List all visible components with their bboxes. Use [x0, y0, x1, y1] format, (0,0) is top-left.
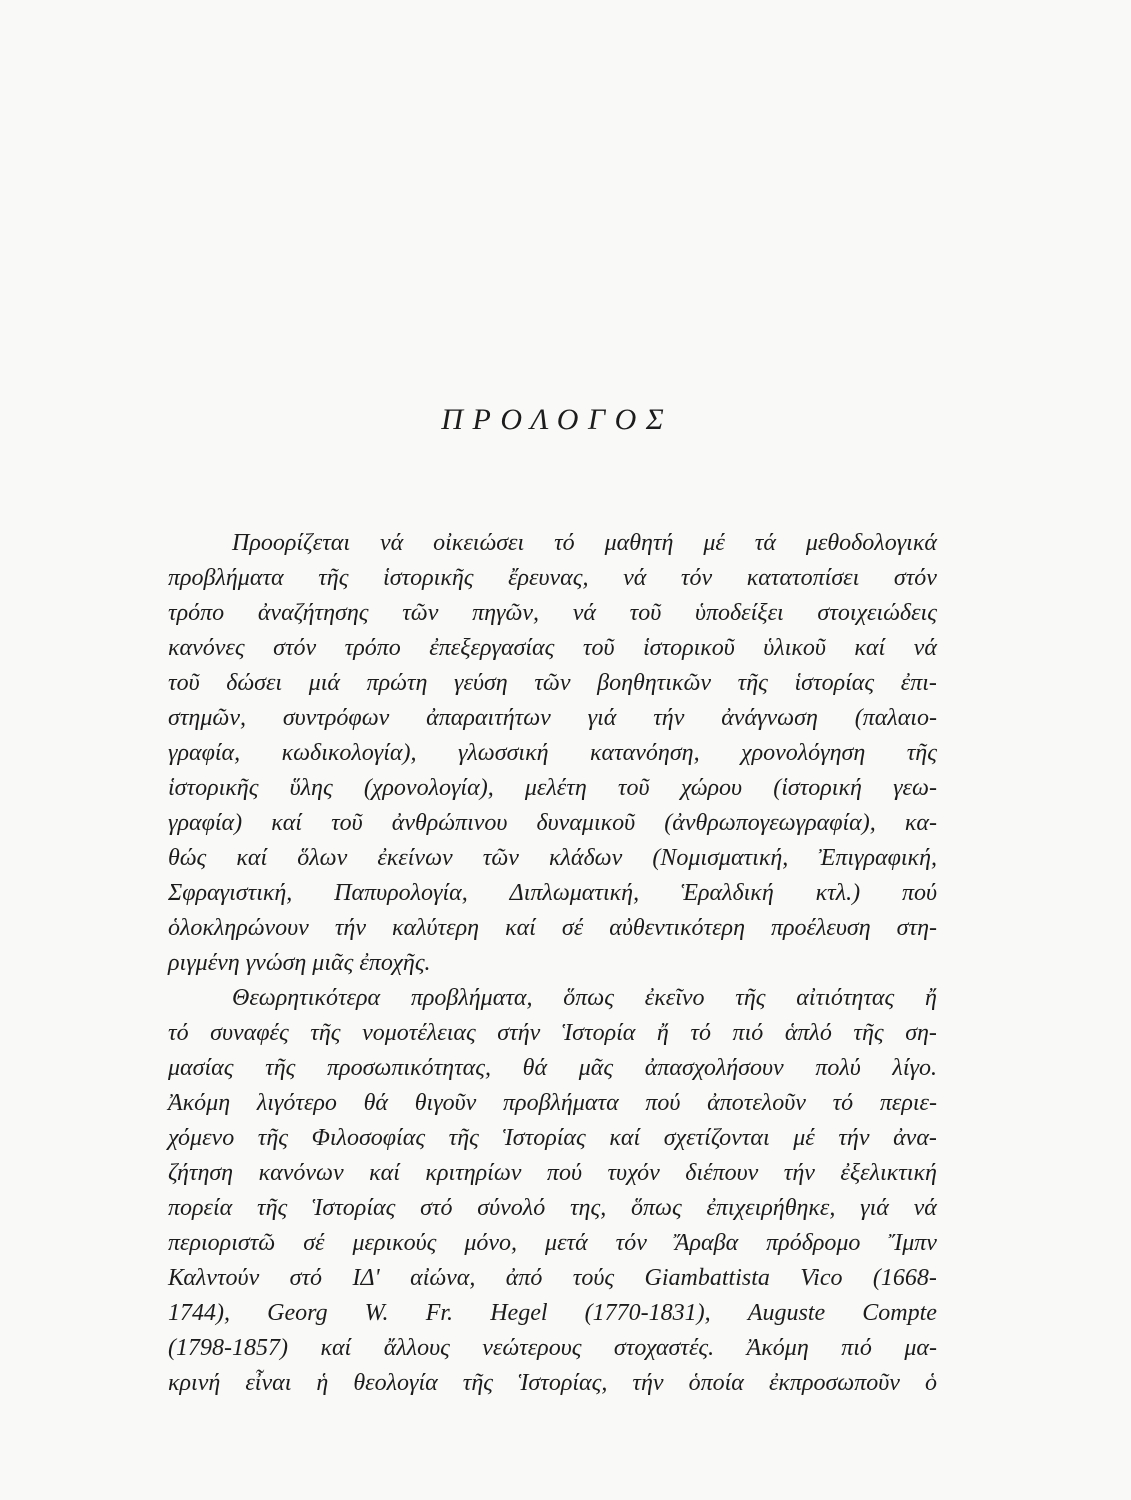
- line-word: (1798-1857): [168, 1335, 288, 1361]
- line-word: ἁπλό: [784, 1020, 832, 1046]
- line-word: τῆς: [257, 1125, 289, 1151]
- line-word: Ἐπιγραφική,: [818, 845, 937, 871]
- line-word: γιά: [587, 705, 617, 731]
- line-word: κατανόηση,: [589, 740, 700, 766]
- line-word: θά: [522, 1055, 548, 1081]
- line-word: γεύση: [454, 670, 508, 696]
- line-word: στοχαστές.: [613, 1335, 715, 1361]
- line-word: ὅπως: [630, 1195, 682, 1221]
- body-line: [168, 981, 937, 1016]
- body-line: [168, 876, 937, 911]
- line-word: μα-: [904, 1335, 937, 1361]
- body-line: [168, 1331, 937, 1366]
- line-word: μιά: [308, 670, 341, 696]
- line-word: Ἑραλδική: [680, 880, 774, 906]
- line-word: καί: [854, 635, 886, 661]
- line-word: (Νομισματική,: [652, 845, 789, 871]
- line-word: προσωπικότητας,: [327, 1055, 491, 1081]
- line-word: Ἱστορίας: [502, 1125, 586, 1151]
- line-word: (1770-1831),: [584, 1300, 711, 1326]
- line-word: αἰτιότητας: [796, 985, 895, 1011]
- line-word: ὅλων: [297, 845, 348, 871]
- line-word: Ἄραβα: [674, 1230, 739, 1256]
- paragraph-1: [168, 526, 937, 981]
- line-word: θιγοῦν: [414, 1090, 477, 1116]
- line-word: Ἱστορίας: [312, 1195, 396, 1221]
- line-word: πού: [546, 1160, 582, 1186]
- line-word: τῆς: [310, 1020, 341, 1046]
- line-word: πρώτη: [366, 670, 428, 696]
- line-word: μέ: [703, 530, 725, 556]
- line-word: γλωσσική: [457, 740, 549, 766]
- line-word: ἀναζήτησης: [257, 600, 369, 626]
- line-word: νά: [913, 635, 937, 661]
- line-word: τῆς: [462, 1370, 494, 1396]
- line-word: ἱστορικῆς: [168, 775, 259, 801]
- line-word: κατατοπίσει: [746, 565, 860, 591]
- line-word: τόν: [680, 565, 713, 591]
- line-word: Θεωρητικότερα: [232, 985, 381, 1011]
- line-word: προέλευση: [771, 915, 871, 941]
- line-word: ἐξελικτική: [840, 1160, 937, 1186]
- line-word: (παλαιο-: [854, 705, 937, 731]
- line-word: τυχόν: [607, 1160, 660, 1186]
- body-line: [168, 631, 937, 666]
- line-word: τρόπο: [344, 635, 401, 661]
- body-line: [168, 771, 937, 806]
- line-word: ὅπως: [563, 985, 614, 1011]
- line-word: χόμενο: [168, 1125, 235, 1151]
- line-word: στημῶν,: [168, 705, 246, 731]
- line-word: Διπλωματική,: [509, 880, 640, 906]
- line-word: τῶν: [402, 600, 439, 626]
- line-word: σέ: [561, 915, 584, 941]
- line-word: προβλήματα: [503, 1090, 619, 1116]
- line-word: κλάδων: [549, 845, 623, 871]
- line-word: ἀπασχολήσουν: [644, 1055, 784, 1081]
- line-word: αἰώνα,: [410, 1265, 476, 1291]
- line-word: τοῦ: [168, 670, 200, 696]
- line-word: νά: [572, 600, 596, 626]
- line-word: (ἱστορική: [773, 775, 862, 801]
- line-word: χρονολόγηση: [741, 740, 866, 766]
- line-word: ἱστορίας: [794, 670, 875, 696]
- line-word: Ἱστορίας,: [518, 1370, 608, 1396]
- line-word: μαθητή: [604, 530, 674, 556]
- line-word: περιε-: [879, 1090, 937, 1116]
- line-word: στό: [420, 1195, 453, 1221]
- line-word: πιό: [732, 1020, 764, 1046]
- line-word: ἱστορικοῦ: [642, 635, 735, 661]
- line-word: Ἱστορία: [561, 1020, 636, 1046]
- line-word: εἶναι: [245, 1370, 292, 1396]
- line-word: ΙΔ': [352, 1265, 380, 1291]
- line-word: Ἀκόμη: [746, 1335, 809, 1361]
- line-word: μέ: [793, 1125, 815, 1151]
- line-word: τά: [754, 530, 776, 556]
- line-word: μεθοδολογικά: [805, 530, 937, 556]
- body-line: [168, 1121, 937, 1156]
- body-line: [168, 1226, 937, 1261]
- line-word: λίγο.: [892, 1055, 937, 1081]
- line-word: ἀνθρώπινου: [391, 810, 508, 836]
- line-word: μασίας: [168, 1055, 234, 1081]
- body-line: [168, 596, 937, 631]
- line-word: πιό: [841, 1335, 872, 1361]
- line-word: ἤ: [656, 1020, 669, 1046]
- line-word: κρινή: [168, 1370, 221, 1396]
- line-word: τό: [554, 530, 575, 556]
- line-word: Καλντούν: [168, 1265, 260, 1291]
- line-word: διέπουν: [685, 1160, 759, 1186]
- line-word: Auguste: [747, 1300, 826, 1326]
- line-word: Φιλοσοφίας: [311, 1125, 426, 1151]
- line-word: Vico: [800, 1265, 843, 1291]
- paragraph-2: [168, 981, 937, 1401]
- line-word: Ἀκόμη: [168, 1090, 231, 1116]
- body-line: [168, 526, 937, 561]
- line-word: μελέτη: [524, 775, 587, 801]
- body-line: [168, 841, 937, 876]
- line-word: δυναμικοῦ: [536, 810, 636, 836]
- line-word: περιοριστῶ: [168, 1230, 276, 1256]
- line-word: τό: [690, 1020, 711, 1046]
- line-word: Giambattista: [644, 1265, 770, 1291]
- line-word: τήν: [653, 705, 685, 731]
- body-line: [168, 911, 937, 946]
- line-word: ἤ: [925, 985, 937, 1011]
- line-word: τοῦ: [629, 600, 662, 626]
- line-word: τῆς: [257, 1195, 288, 1221]
- line-word: στό: [289, 1265, 323, 1291]
- line-word: μόνο,: [464, 1230, 518, 1256]
- line-word: ἀπαραιτήτων: [426, 705, 551, 731]
- line-word: Προορίζεται: [232, 530, 351, 556]
- line-word: ὑποδείξει: [694, 600, 784, 626]
- line-word: (1668-: [872, 1265, 937, 1291]
- line-word: τήν: [838, 1125, 870, 1151]
- line-word: ἀνα-: [893, 1125, 937, 1151]
- line-word: (χρονολογία),: [363, 775, 494, 801]
- line-word: Σφραγιστική,: [168, 880, 293, 906]
- line-word: κανόνων: [258, 1160, 344, 1186]
- line-word: πρόδρομο: [766, 1230, 861, 1256]
- line-word: Ἴμπν: [888, 1230, 937, 1256]
- body-line: [168, 1366, 937, 1401]
- line-word: τῶν: [482, 845, 519, 871]
- line-word: τούς: [572, 1265, 615, 1291]
- line-word: ἔρευνας,: [508, 565, 589, 591]
- body-line: [168, 806, 937, 841]
- line-word: καί: [505, 915, 536, 941]
- body-line: [168, 736, 937, 771]
- line-word: Hegel: [490, 1300, 548, 1326]
- line-word: αὐθεντικότερη: [609, 915, 745, 941]
- body-line: ριγμένη γνώση μιᾶς ἐποχῆς.: [168, 950, 431, 976]
- line-word: νομοτέλειας: [362, 1020, 476, 1046]
- line-word: τῆς: [906, 740, 937, 766]
- line-word: τρόπο: [168, 600, 225, 626]
- line-word: θεολογία: [353, 1370, 438, 1396]
- line-word: ἐκεῖνο: [644, 985, 705, 1011]
- line-word: σχετίζονται: [663, 1125, 770, 1151]
- line-word: ἀπό: [505, 1265, 543, 1291]
- line-word: δώσει: [226, 670, 283, 696]
- line-word: πορεία: [168, 1195, 233, 1221]
- body-text: [168, 526, 937, 1401]
- line-word: καί: [320, 1335, 352, 1361]
- line-word: της,: [569, 1195, 607, 1221]
- line-word: χώρου: [680, 775, 743, 801]
- line-word: ὁλοκληρώνουν: [168, 915, 309, 941]
- line-word: ἐπεξεργασίας: [429, 635, 555, 661]
- line-word: τό: [168, 1020, 189, 1046]
- line-word: 1744),: [168, 1300, 230, 1326]
- line-word: θώς: [168, 845, 207, 871]
- line-word: σύνολό: [477, 1195, 546, 1221]
- line-word: βοηθητικῶν: [597, 670, 712, 696]
- line-word: κτλ.): [815, 880, 861, 906]
- line-word: γραφία): [168, 810, 243, 836]
- line-word: ὁ: [925, 1370, 937, 1396]
- line-word: στη-: [896, 915, 937, 941]
- line-word: ἐκπροσωποῦν: [768, 1370, 900, 1396]
- line-word: τήν: [783, 1160, 815, 1186]
- line-word: πού: [901, 880, 937, 906]
- page-title: ΠΡΟΛΟΓΟΣ: [441, 403, 674, 436]
- line-word: νά: [623, 565, 647, 591]
- line-word: κανόνες: [168, 635, 245, 661]
- line-word: τοῦ: [582, 635, 615, 661]
- line-word: προβλήματα,: [410, 985, 533, 1011]
- line-word: στόν: [273, 635, 317, 661]
- line-word: νεώτερους: [482, 1335, 582, 1361]
- line-word: γεω-: [893, 775, 937, 801]
- line-word: ἐπι-: [900, 670, 937, 696]
- body-line: [168, 666, 937, 701]
- line-word: ἄλλους: [383, 1335, 450, 1361]
- line-word: ὁποία: [688, 1370, 744, 1396]
- line-word: συντρόφων: [282, 705, 390, 731]
- line-word: σέ: [303, 1230, 325, 1256]
- line-word: θά: [363, 1090, 389, 1116]
- line-word: ση-: [905, 1020, 937, 1046]
- body-line: [168, 1016, 937, 1051]
- line-word: κα-: [904, 810, 937, 836]
- line-word: μᾶς: [578, 1055, 614, 1081]
- line-word: τήν: [334, 915, 366, 941]
- line-word: ἐκείνων: [377, 845, 453, 871]
- line-word: νά: [379, 530, 404, 556]
- line-word: τῶν: [534, 670, 571, 696]
- line-word: ἡ: [316, 1370, 329, 1396]
- line-word: πηγῶν,: [472, 600, 540, 626]
- body-line: [168, 1051, 937, 1086]
- body-line: [168, 561, 937, 596]
- line-word: τῆς: [735, 985, 766, 1011]
- line-word: μερικούς: [352, 1230, 437, 1256]
- line-word: (ἀνθρωπογεωγραφία),: [664, 810, 876, 836]
- line-word: Παπυρολογία,: [334, 880, 468, 906]
- line-word: Fr.: [425, 1300, 454, 1326]
- line-word: οἰκειώσει: [433, 530, 525, 556]
- line-word: ζήτηση: [168, 1160, 234, 1186]
- line-word: νά: [913, 1195, 937, 1221]
- body-line: [168, 1086, 937, 1121]
- line-word: καί: [609, 1125, 641, 1151]
- line-word: ὑλικοῦ: [763, 635, 826, 661]
- body-line: [168, 701, 937, 736]
- line-word: γραφία,: [168, 740, 241, 766]
- line-word: τήν: [632, 1370, 664, 1396]
- line-word: ὕλης: [289, 775, 333, 801]
- line-word: τῆς: [448, 1125, 479, 1151]
- line-word: τοῦ: [331, 810, 363, 836]
- body-line: [168, 1156, 937, 1191]
- line-word: γιά: [860, 1195, 889, 1221]
- line-word: κριτηρίων: [425, 1160, 522, 1186]
- line-word: προβλήματα: [168, 565, 284, 591]
- line-word: μετά: [545, 1230, 588, 1256]
- line-word: τῆς: [737, 670, 768, 696]
- line-word: καί: [369, 1160, 400, 1186]
- line-word: λιγότερο: [256, 1090, 337, 1116]
- line-word: τόν: [615, 1230, 647, 1256]
- line-word: ἀποτελοῦν: [707, 1090, 806, 1116]
- line-word: τῆς: [853, 1020, 884, 1046]
- line-word: συναφές: [210, 1020, 289, 1046]
- line-word: πολύ: [815, 1055, 861, 1081]
- line-word: στήν: [497, 1020, 541, 1046]
- line-word: ἀνάγνωση: [721, 705, 818, 731]
- line-word: καί: [236, 845, 268, 871]
- line-word: W.: [364, 1300, 389, 1326]
- line-word: στόν: [893, 565, 937, 591]
- line-word: πού: [645, 1090, 681, 1116]
- line-word: καί: [271, 810, 302, 836]
- body-line: [168, 1296, 937, 1331]
- line-word: τό: [832, 1090, 854, 1116]
- line-word: τῆς: [318, 565, 349, 591]
- line-word: Compte: [862, 1300, 937, 1326]
- body-line: [168, 1261, 937, 1296]
- body-line: [168, 1191, 937, 1226]
- line-word: τῆς: [265, 1055, 296, 1081]
- line-word: ἐπιχειρήθηκε,: [706, 1195, 836, 1221]
- line-word: ἱστορικῆς: [383, 565, 474, 591]
- line-word: καλύτερη: [392, 915, 480, 941]
- line-word: στοιχειώδεις: [817, 600, 937, 626]
- line-word: τοῦ: [617, 775, 650, 801]
- line-word: Georg: [267, 1300, 328, 1326]
- line-word: κωδικολογία),: [281, 740, 417, 766]
